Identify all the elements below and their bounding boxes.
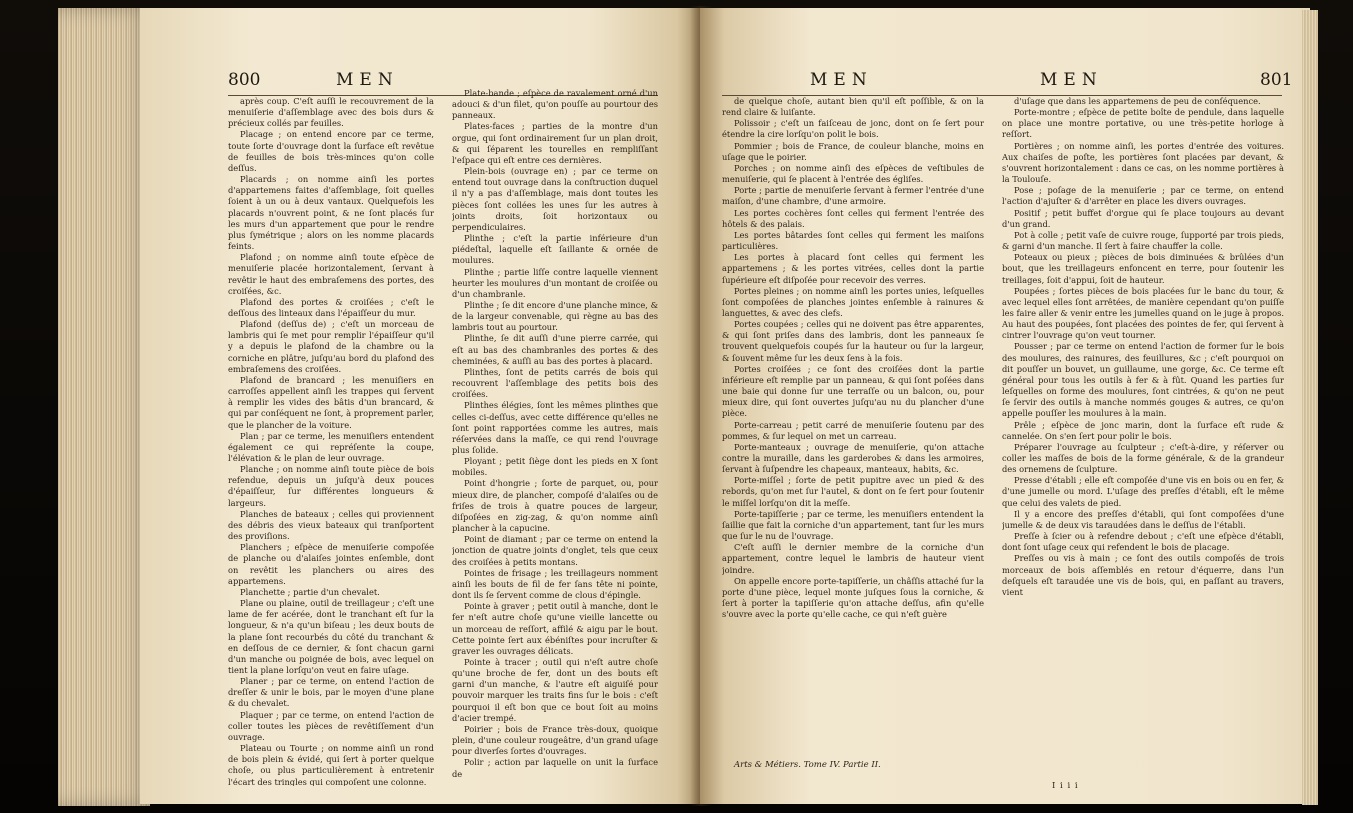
dictionary-entry: Presse d'établi ; elle eſt compoſée d'une vis en bois ou en fer, & d'une jumelle ou mord. L'uſage des preſſes d'établi, eſt le même que celui des valets de pied.	[1002, 475, 1284, 508]
dictionary-entry: Planche ; on nomme ainſi toute pièce de bois refendue, depuis un juſqu'à deux pouces d'épaiſſeur, ſur différentes longueurs & largeurs.	[228, 464, 434, 508]
dictionary-entry: Les portes bâtardes ſont celles qui ferment les maiſons particulières.	[722, 229, 984, 252]
dictionary-entry: Porches ; on nomme ainſi des eſpèces de veſtibules de menuiſerie, qui ſe placent à l'entrée des égliſes.	[722, 162, 984, 185]
dictionary-entry: Pointe à graver ; petit outil à manche, dont le fer n'eſt autre choſe qu'une vieille lancette ou un morceau de reſſort, affilé & aigu par le bout. Cette pointe ſert aux ébéniſtes pour incruſter & graver les ouvrages délicats.	[452, 601, 658, 656]
dictionary-entry: Plafond (deſſus de) ; c'eſt un morceau de lambris qui ſe met pour remplir l'épaiſſeur qu'il y a depuis le plafond de la chambre ou la corniche en plâtre, juſqu'au bord du plafond des embraſemens des croiſées.	[228, 319, 434, 374]
book-right-edge	[1302, 10, 1318, 805]
book-spine-left-edge	[58, 8, 150, 806]
dictionary-entry: Plates-faces ; parties de la montre d'un orgue, qui ſont ordinairement ſur un plan droit, & qui ſéparent les tourelles en rempliſſant l'eſpace qui eſt entre ces dernières.	[452, 121, 658, 165]
dictionary-entry: Plan ; par ce terme, les menuiſiers entendent également ce qui repréſente la coupe, l'élévation & le plan de leur ouvrage.	[228, 430, 434, 463]
dictionary-entry: Placards ; on nomme ainſi les portes d'appartemens faites d'aſſemblage, ſoit quelles ſoient à un ou à deux vantaux. Quelquefois les placards n'ouvrent point, & ne ſont placés ſur les murs d'un appartement que pour le rendre plus ſymétrique ; alors on les nomme placards feints.	[228, 174, 434, 252]
dictionary-entry: Plinthes, ſont de petits carrés de bois qui recouvrent l'aſſemblage des petits bois des croiſées.	[452, 366, 658, 400]
dictionary-entry: Porte-tapiſſerie ; par ce terme, les menuiſiers entendent la ſaillie que fait la corniche d'un appartement, tant ſur les murs que ſur le nu de l'ouvrage.	[722, 508, 984, 542]
dictionary-entry: Pointes de frisage ; les treillageurs nomment ainſi les bouts de fil de fer ſans tête ni pointe, dont ils ſe ſervent comme de clous d'épingle.	[452, 567, 658, 601]
dictionary-entry: Prêle ; eſpèce de jonc marin, dont la ſurface eſt rude & cannelée. On s'en ſert pour polir le bois.	[1002, 419, 1284, 441]
dictionary-entry: Preſſes ou vis à main ; ce ſont des outils compoſés de trois morceaux de bois aſſemblés en retour d'équerre, dans l'un deſquels eſt taraudée une vis de bois, qui, en paſſant au travers, vient	[1002, 553, 1284, 597]
dictionary-entry: Polir ; action par laquelle on unit la ſurface de	[452, 757, 658, 779]
signature-line: Arts & Métiers. Tome IV. Partie II.	[734, 760, 881, 770]
dictionary-entry: Positif ; petit buffet d'orgue qui ſe place toujours au devant d'un grand.	[1002, 207, 1284, 229]
dictionary-entry: Plinthe, ſe dit auſſi d'une pierre carrée, qui eſt au bas des chambranles des portes & des cheminées, & auſſi au bas des portes à placard.	[452, 333, 658, 366]
dictionary-entry: d'uſage que dans les appartemens de peu de conſéquence.	[1014, 96, 1261, 106]
dictionary-entry: Plateau ou Tourte ; on nomme ainſi un rond de bois plein & évidé, qui ſert à porter quelque choſe, ou plus particulièrement à entretenir l'écart des tringles qui compoſent une colonne.	[228, 743, 434, 786]
dictionary-entry: Plafond de brancard ; les menuiſiers en carroſſes appellent ainſi les trappes qui ſervent à remplir les vides des bâtis d'un brancard, & qui par conſéquent ne ſont, à proprement parler, que le plancher de la voiture.	[228, 374, 434, 430]
dictionary-entry: Il y a encore des preſſes d'établi, qui ſont compoſées d'une jumelle & de deux vis taraudées dans le deſſus de l'établi.	[1002, 508, 1284, 530]
dictionary-entry: Planchette ; partie d'un chevalet.	[240, 586, 380, 597]
dictionary-entry: Pot à colle ; petit vaſe de cuivre rouge, ſupporté par trois pieds, & garni d'un manche. Il ſert à faire chauffer la colle.	[1002, 229, 1284, 252]
left-page-column-2	[452, 88, 658, 786]
dictionary-entry: Plinthe ; c'eſt la partie inférieure d'un piédeſtal, laquelle eſt ſaillante & ornée de moulures.	[452, 233, 658, 266]
dictionary-entry: Pousser ; par ce terme on entend l'action de former ſur le bois des moulures, des rainures, des feuillures, &c ; c'eſt pourquoi on dit pouſſer un bouvet, un guillaume, une gorge, &c. Ce terme eſt général pour tous les outils à fer & à fût. Quand les parties ſur leſquelles on forme des moulures, ſont cintrées, & qu'on ne peut ſe ſervir des outils à manche nommés gouges & autres, ce qu'on appelle pouſſer les moulures à la main.	[1002, 341, 1284, 419]
dictionary-entry: Point de diamant ; par ce terme on entend la jonction de quatre joints d'onglet, tels que ceux des croiſées à petits montans.	[452, 534, 658, 567]
right-page-column-2	[1002, 96, 1284, 786]
dictionary-entry: Porte-manteaux ; ouvrage de menuiſerie, qu'on attache contre la muraille, dans les garderobes & dans les armoires, ſervant à ſuſpendre les chapeaux, manteaux, habits, &c.	[722, 441, 984, 475]
dictionary-entry: Porte-carreau ; petit carré de menuiſerie ſoutenu par des pommes, & ſur lequel on met un carreau.	[722, 419, 984, 441]
dictionary-entry: Poirier ; bois de France très-doux, quoique plein, d'une couleur rougeâtre, d'un grand uſage pour diverſes ſortes d'ouvrages.	[452, 723, 658, 757]
left-page-number: 800	[228, 70, 261, 90]
dictionary-entry: Plinthes élégies, ſont les mêmes plinthes que celles ci-deſſus, avec cette différence qu'elles ne ſont point rapportées comme les autres, mais réſervées dans la maſſe, ce qui rend l'ouvrage plus ſolide.	[452, 400, 658, 455]
dictionary-entry: Les portes cochères ſont celles qui ferment l'entrée des hôtels & des palais.	[722, 207, 984, 229]
dictionary-entry: Polissoir ; c'eſt un faiſceau de jonc, dont on ſe ſert pour étendre la cire lorſqu'on polit le bois.	[722, 118, 984, 140]
dictionary-entry: Plate-bande ; eſpèce de ravalement orné d'un adouci & d'un filet, qu'on pouſſe au pourtour des panneaux.	[452, 88, 658, 121]
dictionary-entry: Porte-montre ; eſpèce de petite boîte de pendule, dans laquelle on place une montre portative, ou une très-petite horloge à reſſort.	[1002, 107, 1284, 140]
right-page-running-head-1: MEN	[810, 70, 873, 90]
dictionary-entry: Preſſe à ſcier ou à refendre debout ; c'eſt une eſpèce d'établi, dont ſont uſage ceux qui refendent le bois de placage.	[1002, 531, 1284, 553]
dictionary-entry: Plane ou plaine, outil de treillageur ; c'eſt une lame de fer acérée, dont le tranchant eſt ſur la longueur, & n'a qu'un biſeau ; les deux bouts de la plane ſont recourbés du côté du tranchant & en deſſous de ce dernier, & ſont chacun garni d'un manche ou poignée de bois, avec lequel on tient la plane lorſqu'on veut en faire uſage.	[228, 598, 434, 675]
dictionary-entry: Porte ; partie de menuiſerie ſervant à fermer l'entrée d'une maiſon, d'une chambre, d'une armoire.	[722, 185, 984, 207]
left-page-running-head: MEN	[336, 70, 399, 90]
dictionary-entry: Plinthe ; ſe dit encore d'une planche mince, & de la largeur convenable, qui règne au bas des lambris tout au pourtour.	[452, 299, 658, 333]
dictionary-entry: Placage ; on entend encore par ce terme, toute ſorte d'ouvrage dont la ſurface eſt revêtue de feuilles de bois très-minces qu'on colle deſſus.	[228, 129, 434, 173]
dictionary-entry: Planches de bateaux ; celles qui proviennent des débris des vieux bateaux qui tranſportent des proviſions.	[228, 508, 434, 542]
dictionary-entry: Plafond ; on nomme ainſi toute eſpèce de menuiſerie placée horizontalement, ſervant à revêtir le haut des embraſemens des portes, des croiſées, &c.	[228, 252, 434, 296]
dictionary-entry: après coup. C'eſt auſſi le recouvrement de la menuiſerie d'aſſemblage avec des bois durs & précieux collés par feuilles.	[228, 96, 434, 129]
dictionary-entry: Préparer l'ouvrage au ſculpteur ; c'eſt-à-dire, y réſerver ou coller les maſſes de bois de la forme générale, & de la grandeur des ornemens de ſculpture.	[1002, 441, 1284, 475]
dictionary-entry: Pommier ; bois de France, de couleur blanche, moins en uſage que le poirier.	[722, 140, 984, 162]
right-page-column-1	[722, 96, 984, 756]
dictionary-entry: Plein-bois (ouvrage en) ; par ce terme on entend tout ouvrage dans la conſtruction duquel il n'y a pas d'aſſemblage, mais dont toutes les pièces ſont collées les unes ſur les autres à joints droits, ſoit horizontaux ou perpendiculaires.	[452, 166, 658, 232]
dictionary-entry: Plafond des portes & croiſées ; c'eſt le deſſous des linteaux dans l'épaiſſeur du mur.	[228, 296, 434, 318]
dictionary-entry: Les portes à placard ſont celles qui ferment les appartemens ; & les portes vitrées, celles dont la partie ſupérieure eſt diſpoſée pour recevoir des verres.	[722, 252, 984, 285]
right-page-number: 801	[1260, 70, 1293, 90]
dictionary-entry: Ployant ; petit ſiège dont les pieds en X ſont mobiles.	[452, 456, 658, 478]
dictionary-entry: Planchers ; eſpèce de menuiſerie compoſée de planche ou d'alaiſes jointes enſemble, dont on revêtit les planchers ou aires des appartemens.	[228, 542, 434, 586]
dictionary-entry: Poteaux ou pieux ; pièces de bois diminuées & brûlées d'un bout, que les treillageurs enfoncent en terre, pour ſoutenir les treillages, ſoit d'appui, ſoit de hauteur.	[1002, 252, 1284, 285]
dictionary-entry: Portes croiſées ; ce ſont des croiſées dont la partie inférieure eſt remplie par un panneau, & qui ſont poſées dans une baie qui donne ſur une terraſſe ou un balcon, ou, pour mieux dire, qui ſont ouvertes juſqu'au nu du plancher d'une pièce.	[722, 363, 984, 419]
dictionary-entry: Portières ; on nomme ainſi, les portes d'entrée des voitures. Aux chaiſes de poſte, les portières ſont placées par devant, & s'ouvrent horizontalement : dans ce cas, on les nomme portières à la Toulouſe.	[1002, 140, 1284, 185]
dictionary-entry: Plaquer ; par ce terme, on entend l'action de coller toutes les pièces de revêtiſſement d'un ouvrage.	[228, 709, 434, 742]
left-page-column-1	[228, 96, 434, 786]
right-page-running-head-2: MEN	[1040, 70, 1103, 90]
dictionary-entry: Point d'hongrie ; ſorte de parquet, ou, pour mieux dire, de plancher, compoſé d'alaiſes ou de friſes de trois à quatre pouces de largeur, diſpoſées en zig-zag, & qu'on nomme ainſi plancher à la capucine.	[452, 478, 658, 534]
dictionary-entry: Poupées ; ſortes pièces de bois placées ſur le banc du tour, & avec lequel elles ſont arrêtées, de manière cependant qu'on puiſſe les faire aller & venir entre les jumelles quand on le juge à propos. Au haut des poupées, ſont placées des pointes de fer, qui ſervent à cintrer l'ouvrage qu'on veut tourner.	[1002, 285, 1284, 341]
dictionary-entry: Portes coupées ; celles qui ne doivent pas être apparentes, & qui ſont priſes dans des lambris, dont les panneaux ſe trouvent quelquefois coupés ſur la hauteur ou ſur la largeur, & ſouvent même ſur les deux ſens à la fois.	[722, 319, 984, 363]
dictionary-entry: On appelle encore porte-tapiſſerie, un châſſis attaché ſur la porte d'une pièce, lequel monte juſques ſous la corniche, & ſert à porter la tapiſſerie qu'on attache deſſus, afin qu'elle s'ouvre avec la porte qu'elle cache, ce qui n'eſt guère	[722, 575, 984, 620]
left-page	[140, 8, 700, 804]
dictionary-entry: de quelque choſe, autant bien qu'il eſt poſſible, & on la rend claire & luiſante.	[722, 96, 984, 118]
dictionary-entry: Planer ; par ce terme, on entend l'action de dreſſer & unir le bois, par le moyen d'une plane & du chevalet.	[228, 676, 434, 709]
dictionary-entry: Pose ; poſage de la menuiſerie ; par ce terme, on entend l'action d'ajuſter & d'arrêter en place les divers ouvrages.	[1002, 185, 1284, 207]
right-page	[700, 8, 1310, 804]
signature-mark: I i i i	[1052, 781, 1079, 791]
dictionary-entry: C'eſt auſſi le dernier membre de la corniche d'un appartement, contre lequel le lambris de hauteur vient joindre.	[722, 542, 984, 575]
dictionary-entry: Portes pleines ; on nomme ainſi les portes unies, leſquelles ſont compoſées de planches jointes enſemble à rainures & languettes, & avec des clefs.	[722, 285, 984, 318]
dictionary-entry: Porte-miſſel ; ſorte de petit pupitre avec un pied & des rebords, qu'on met ſur l'autel, & dont on ſe ſert pour ſoutenir le miſſel lorſqu'on dit la meſſe.	[722, 475, 984, 508]
dictionary-entry: Pointe à tracer ; outil qui n'eſt autre choſe qu'une broche de fer, dont un des bouts eſt garni d'un manche, & l'autre eſt aiguiſé pour pouvoir marquer les traits fins ſur le bois : c'eſt pourquoi il eſt bon que ce bout ſoit au moins d'acier trempé.	[452, 656, 658, 723]
dictionary-entry: Plinthe ; partie liſſe contre laquelle viennent heurter les moulures d'un montant de croiſée ou d'un chambranle.	[452, 266, 658, 299]
